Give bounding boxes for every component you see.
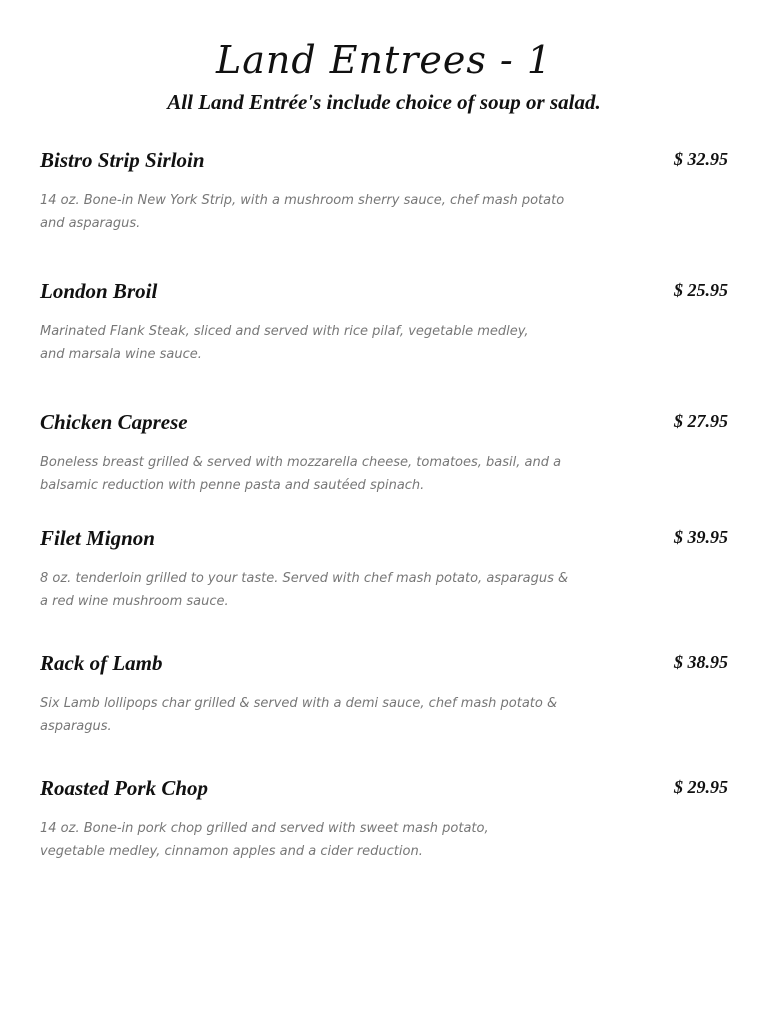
- menu-item-description-line: and asparagus.: [40, 216, 141, 231]
- menu-item-price: $ 29.95: [674, 777, 728, 797]
- menu-item-name: Roasted Pork Chop: [40, 776, 209, 800]
- page-subtitle: All Land Entrée's include choice of soup or salad.: [167, 90, 601, 114]
- menu-item-description: [40, 189, 570, 235]
- menu-item-name: Bistro Strip Sirloin: [40, 148, 205, 172]
- menu-item-description-line: vegetable medley, cinnamon apples and a cider reduction.: [40, 844, 423, 859]
- menu-item-description-line: 14 oz. Bone-in pork chop grilled and served with sweet mash potato,: [40, 821, 489, 836]
- menu-item-description-line: Boneless breast grilled & served with mozzarella cheese, tomatoes, basil, and a: [40, 455, 562, 470]
- menu-item-price: $ 25.95: [674, 280, 728, 300]
- menu-item-london-broil: [40, 276, 730, 366]
- page-title: Land Entrees - 1: [215, 38, 553, 82]
- menu-item-description-line: balsamic reduction with penne pasta and sautéed spinach.: [40, 478, 425, 493]
- menu-item-description: [40, 451, 570, 497]
- menu-item-price: $ 39.95: [674, 527, 728, 547]
- menu-item-chicken-caprese: [40, 407, 730, 497]
- menu-item-description-line: a red wine mushroom sauce.: [40, 594, 229, 609]
- menu-item-description-line: 8 oz. tenderloin grilled to your taste. Served with chef mash potato, asparagus &: [40, 571, 569, 586]
- menu-item-description-line: 14 oz. Bone-in New York Strip, with a mushroom sherry sauce, chef mash potato: [40, 193, 565, 208]
- menu-item-filet-mignon: [40, 523, 730, 613]
- menu-item-rack-of-lamb: [40, 648, 730, 738]
- menu-item-description: [40, 320, 570, 366]
- menu-item-description-line: Six Lamb lollipops char grilled & served with a demi sauce, chef mash potato &: [40, 696, 558, 711]
- menu-item-description: [40, 692, 570, 738]
- menu-item-description: [40, 567, 570, 613]
- menu-item-description-line: asparagus.: [40, 719, 112, 734]
- menu-item-description-line: and marsala wine sauce.: [40, 347, 202, 362]
- menu-item-name: Chicken Caprese: [40, 410, 188, 434]
- menu-item-price: $ 32.95: [674, 149, 728, 169]
- menu-item-price: $ 38.95: [674, 652, 728, 672]
- menu-item-name: Filet Mignon: [40, 526, 155, 550]
- menu-item-description-line: Marinated Flank Steak, sliced and served with rice pilaf, vegetable medley,: [40, 324, 529, 339]
- menu-item-bistro-strip-sirloin: [40, 145, 730, 235]
- menu-item-price: $ 27.95: [674, 411, 728, 431]
- menu-item-description: [40, 817, 570, 863]
- menu-item-name: London Broil: [40, 279, 158, 303]
- menu-item-name: Rack of Lamb: [40, 651, 163, 675]
- menu-item-roasted-pork-chop: [40, 773, 730, 863]
